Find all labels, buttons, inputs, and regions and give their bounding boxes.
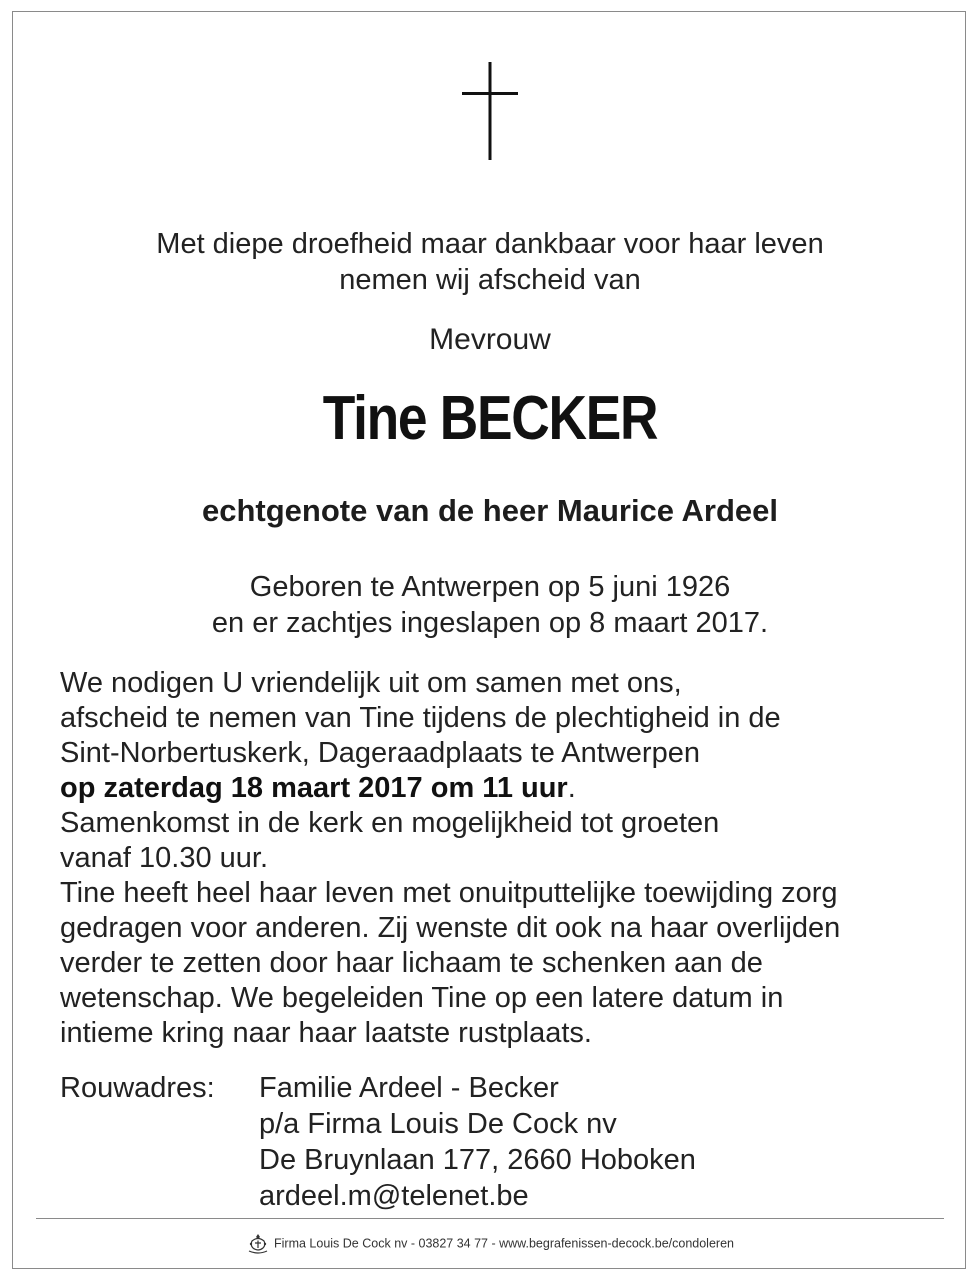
intro-line: nemen wij afscheid van xyxy=(339,264,641,296)
death-line: en er zachtjes ingeslapen op 8 maart 2017. xyxy=(211,607,769,639)
address-label: Rouwadres: xyxy=(60,1072,215,1104)
body-line: verder te zetten door haar lichaam te schenken aan de xyxy=(60,947,763,979)
funeral-home-emblem-icon xyxy=(246,1233,270,1255)
address-lines xyxy=(259,1070,696,1214)
intro-text xyxy=(0,226,980,298)
ceremony-datetime-bold: op zaterdag 18 maart 2017 om 11 uur xyxy=(60,772,568,804)
footer-text: Firma Louis De Cock nv - 03827 34 77 - www.begrafenissen-decock.be/condoleren xyxy=(274,1236,734,1251)
deceased-name: Tine BECKER xyxy=(322,384,658,453)
intro-line: Met diepe droefheid maar dankbaar voor haar leven xyxy=(156,228,824,260)
address-line: De Bruynlaan 177, 2660 Hoboken xyxy=(259,1144,696,1176)
body-line: vanaf 10.30 uur. xyxy=(60,842,268,874)
body-line: Sint-Norbertuskerk, Dageraadplaats te Antwerpen xyxy=(60,737,700,769)
body-line: intieme kring naar haar laatste rustplaats. xyxy=(60,1017,592,1049)
address-line: Familie Ardeel - Becker xyxy=(259,1072,559,1104)
body-line: wetenschap. We begeleiden Tine op een latere datum in xyxy=(60,982,784,1014)
ceremony-text xyxy=(60,666,940,1051)
body-line: Tine heeft heel haar leven met onuitputtelijke toewijding zorg xyxy=(60,877,838,909)
birth-death-dates xyxy=(0,569,980,641)
spouse-line: echtgenote van de heer Maurice Ardeel xyxy=(202,493,778,528)
cross-icon xyxy=(460,62,520,160)
body-line: Samenkomst in de kerk en mogelijkheid tot groeten xyxy=(60,807,720,839)
honorific-title: Mevrouw xyxy=(429,323,551,356)
body-line: We nodigen U vriendelijk uit om samen met ons, xyxy=(60,667,682,699)
body-line: afscheid te nemen van Tine tijdens de plechtigheid in de xyxy=(60,702,781,734)
footer-divider xyxy=(36,1218,944,1219)
birth-line: Geboren te Antwerpen op 5 juni 1926 xyxy=(249,571,731,603)
body-line: gedragen voor anderen. Zij wenste dit ook na haar overlijden xyxy=(60,912,841,944)
ceremony-datetime xyxy=(60,771,940,806)
address-line: p/a Firma Louis De Cock nv xyxy=(259,1108,617,1140)
address-email: ardeel.m@telenet.be xyxy=(259,1180,529,1212)
footer xyxy=(0,1232,980,1255)
ceremony-datetime-end: . xyxy=(567,772,576,804)
